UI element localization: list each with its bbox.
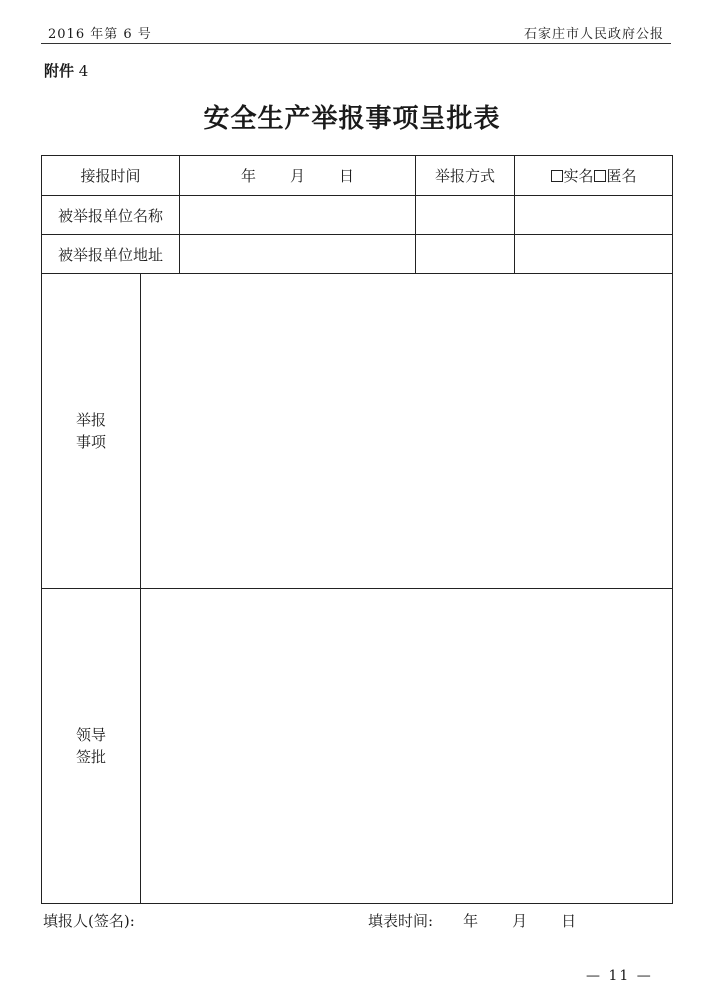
leader-approval-label-line1: 领导: [75, 726, 106, 744]
anonymous-label: 匿名: [606, 167, 637, 185]
attachment-number: 4: [78, 62, 89, 80]
leader-approval-field[interactable]: [141, 589, 673, 904]
report-matter-label-line2: 事项: [75, 433, 106, 451]
page-number: — 11 —: [586, 968, 653, 984]
receive-time-label: 接报时间: [42, 156, 180, 196]
unit-address-field[interactable]: [180, 235, 416, 274]
row-report-matter: [42, 274, 673, 589]
header-rule: [41, 43, 671, 44]
header-publication: 石家庄市人民政府公报: [523, 27, 664, 42]
report-matter-field[interactable]: [141, 274, 673, 589]
fill-time-day: 日: [561, 912, 577, 930]
date-month: 月: [290, 167, 306, 185]
attachment-word: 附件: [44, 62, 75, 80]
receive-date-field[interactable]: [180, 156, 416, 196]
row-receive-time: [42, 156, 673, 196]
report-matter-label-line1: 举报: [75, 411, 106, 429]
row-unit-address: [42, 235, 673, 274]
real-name-checkbox[interactable]: [551, 170, 563, 182]
fill-time-month: 月: [512, 912, 528, 930]
fill-time-year: 年: [463, 912, 479, 930]
unit-address-extra-field-2[interactable]: [515, 235, 673, 274]
leader-approval-label: [42, 589, 141, 904]
filler-signature-label: 填报人(签名):: [43, 912, 135, 930]
leader-approval-label-line2: 签批: [75, 748, 106, 766]
real-name-label: 实名: [563, 167, 594, 185]
row-leader-approval: [42, 589, 673, 904]
report-method-options: [515, 156, 673, 196]
unit-name-extra-field-2[interactable]: [515, 196, 673, 235]
date-day: 日: [339, 167, 355, 185]
header-issue: 2016 年第 6 号: [48, 27, 152, 42]
unit-address-extra-field-1[interactable]: [416, 235, 515, 274]
attachment-label: [44, 60, 88, 81]
page-title: 安全生产举报事项呈批表: [203, 104, 501, 134]
fill-time: [368, 910, 576, 931]
report-method-label: 举报方式: [416, 156, 515, 196]
report-form-table: [41, 155, 673, 904]
unit-name-label: 被举报单位名称: [42, 196, 180, 235]
report-matter-label: [42, 274, 141, 589]
fill-time-label: 填表时间:: [368, 912, 434, 930]
anonymous-checkbox[interactable]: [594, 170, 606, 182]
unit-address-label: 被举报单位地址: [42, 235, 180, 274]
date-year: 年: [240, 167, 256, 185]
row-unit-name: [42, 196, 673, 235]
unit-name-field[interactable]: [180, 196, 416, 235]
unit-name-extra-field-1[interactable]: [416, 196, 515, 235]
